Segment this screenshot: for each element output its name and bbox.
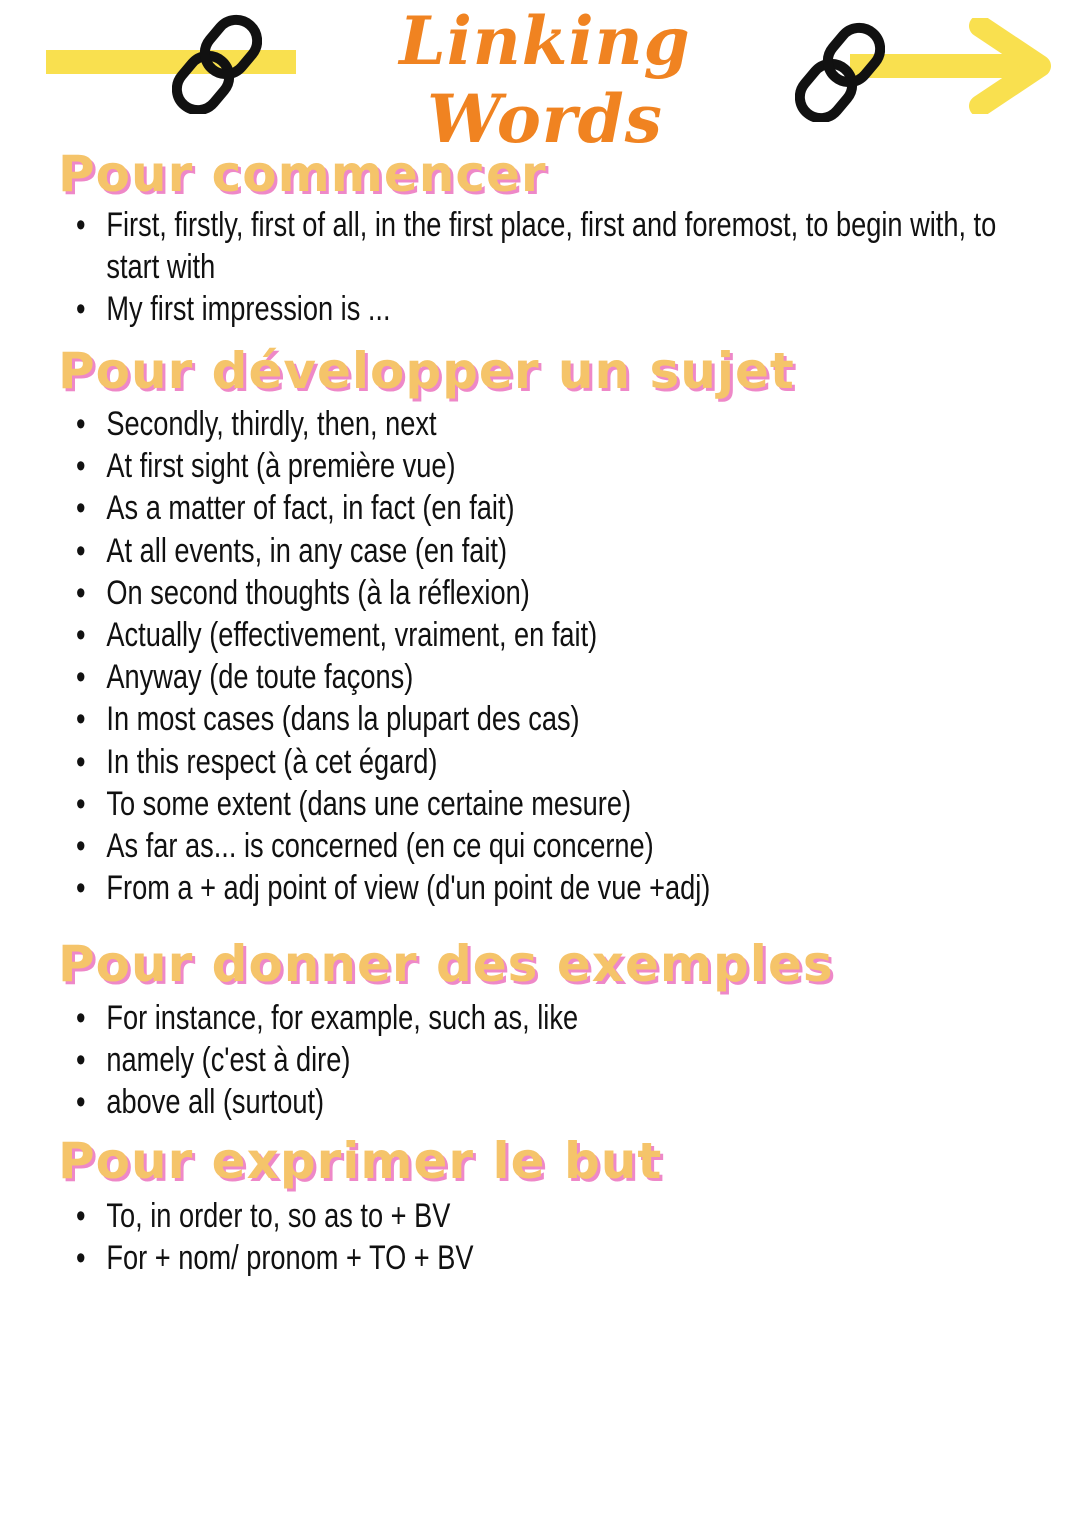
list-item: • At all events, in any case (en fait) [76, 530, 710, 572]
list-item: • Anyway (de toute façons) [76, 656, 710, 698]
list-item: • As far as... is concerned (en ce qui concerne) [76, 825, 710, 867]
list-item: • In most cases (dans la plupart des cas) [76, 698, 710, 740]
page-title: Linking Words [399, 2, 691, 158]
section-title-but: Pour exprimer le but [58, 1132, 663, 1190]
list-item: • On second thoughts (à la réflexion) [76, 572, 710, 614]
list-item: • In this respect (à cet égard) [76, 741, 710, 783]
list-item: • To, in order to, so as to + BV [76, 1195, 474, 1237]
list-item: • From a + adj point of view (d'un point de vue +adj) [76, 867, 710, 909]
list-item: • To some extent (dans une certaine mesure) [76, 783, 710, 825]
section-title-developper: Pour développer un sujet [58, 342, 795, 400]
list-item: • At first sight (à première vue) [76, 445, 710, 487]
section-title-commencer: Pour commencer [58, 145, 547, 203]
list-item: • As a matter of fact, in fact (en fait) [76, 487, 710, 529]
list-item: • My first impression is ... [76, 288, 1026, 330]
list-developper [76, 403, 869, 909]
list-item: • namely (c'est à dire) [76, 1039, 578, 1081]
list-item: • For instance, for example, such as, like [76, 997, 578, 1039]
title-banner [0, 0, 1080, 158]
list-exemples [76, 997, 704, 1124]
list-item: • Secondly, thirdly, then, next [76, 403, 710, 445]
list-item: • Actually (effectivement, vraiment, en fait) [76, 614, 710, 656]
list-item: • above all (surtout) [76, 1081, 578, 1123]
list-item: • First, firstly, first of all, in the first place, first and foremost, to begin with, to start with [76, 204, 1026, 288]
list-commencer [76, 204, 1080, 331]
section-title-exemples: Pour donner des exemples [58, 935, 834, 993]
list-item: • For + nom/ pronom + TO + BV [76, 1237, 474, 1279]
chain-link-icon [795, 22, 885, 122]
chain-link-icon [172, 14, 262, 114]
list-but [76, 1195, 573, 1279]
